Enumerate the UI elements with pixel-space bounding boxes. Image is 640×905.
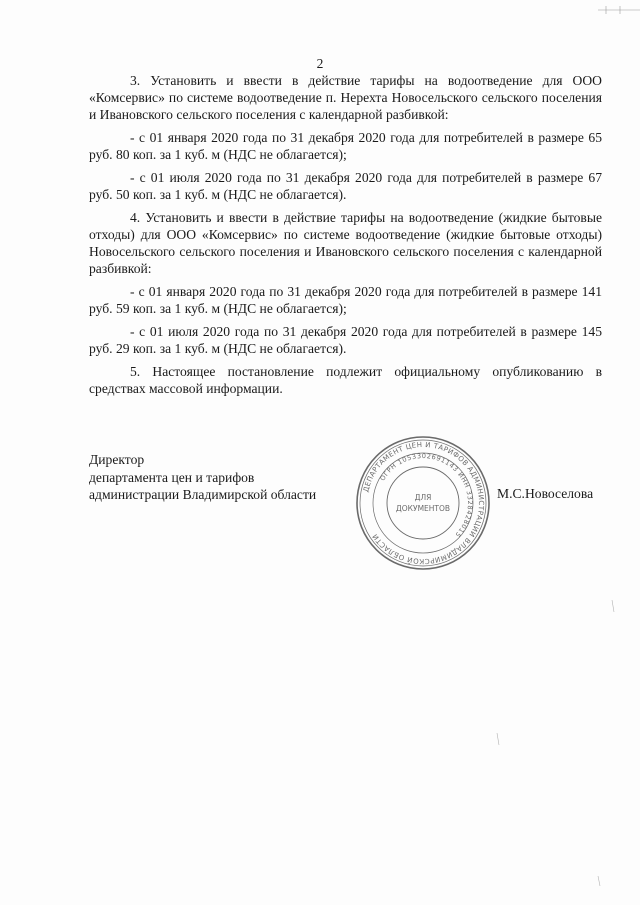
signatory-position: Директор bbox=[89, 452, 145, 467]
paragraph-item-4: 4. Установить и ввести в действие тарифы на водоотведение (жидкие бытовые отходы) для ООО «Комсервис» по системе водоотведение (жидкие бытовые отходы) Новосельского сельского поселения и Ивановского сельского поселения с календарной разбивкой: bbox=[89, 210, 602, 276]
paragraph-item-3: 3. Установить и ввести в действие тарифы на водоотведение для ООО «Комсервис» по системе водоотведение п. Нерехта Новосельского сельского поселения и Ивановского сельского поселения с календарной разбивкой: bbox=[89, 73, 602, 122]
seal-center-line-2: ДОКУМЕНТОВ bbox=[395, 504, 451, 513]
seal-center-line-1: ДЛЯ bbox=[414, 493, 432, 502]
signatory-department: департамента цен и тарифов bbox=[89, 469, 255, 485]
page-number: 2 bbox=[316, 56, 324, 71]
seal-ring-text: ДЕПАРТАМЕНТ ЦЕН И ТАРИФОВ АДМИНИСТРАЦИИ ВЛАДИМИРСКОЙ ОБЛАСТИ bbox=[362, 440, 486, 566]
paragraph-item-5: 5. Настоящее постановление подлежит официальному опубликованию в средствах массовой информации. bbox=[89, 364, 602, 396]
paragraph-item-4-rate-january: - с 01 января 2020 года по 31 декабря 2020 года для потребителей в размере 141 руб. 59 коп. за 1 куб. м (НДС не облагается); bbox=[89, 284, 602, 316]
paragraph-item-3-rate-january: - с 01 января 2020 года по 31 декабря 2020 года для потребителей в размере 65 руб. 80 коп. за 1 куб. м (НДС не облагается); bbox=[89, 130, 602, 162]
seal-inner-ring-text: ОГРН 1053302691143 ИНН 3328428015 bbox=[378, 451, 475, 540]
paragraph-item-4-rate-july: - с 01 июля 2020 года по 31 декабря 2020 года для потребителей в размере 145 руб. 29 коп. за 1 куб. м (НДС не облагается). bbox=[89, 324, 602, 356]
signatory-organization: администрации Владимирской области bbox=[89, 487, 317, 502]
paragraph-item-3-rate-july: - с 01 июля 2020 года по 31 декабря 2020 года для потребителей в размере 67 руб. 50 коп. за 1 куб. м (НДС не облагается). bbox=[89, 170, 602, 202]
signatory-name: М.С.Новоселова bbox=[497, 486, 594, 501]
